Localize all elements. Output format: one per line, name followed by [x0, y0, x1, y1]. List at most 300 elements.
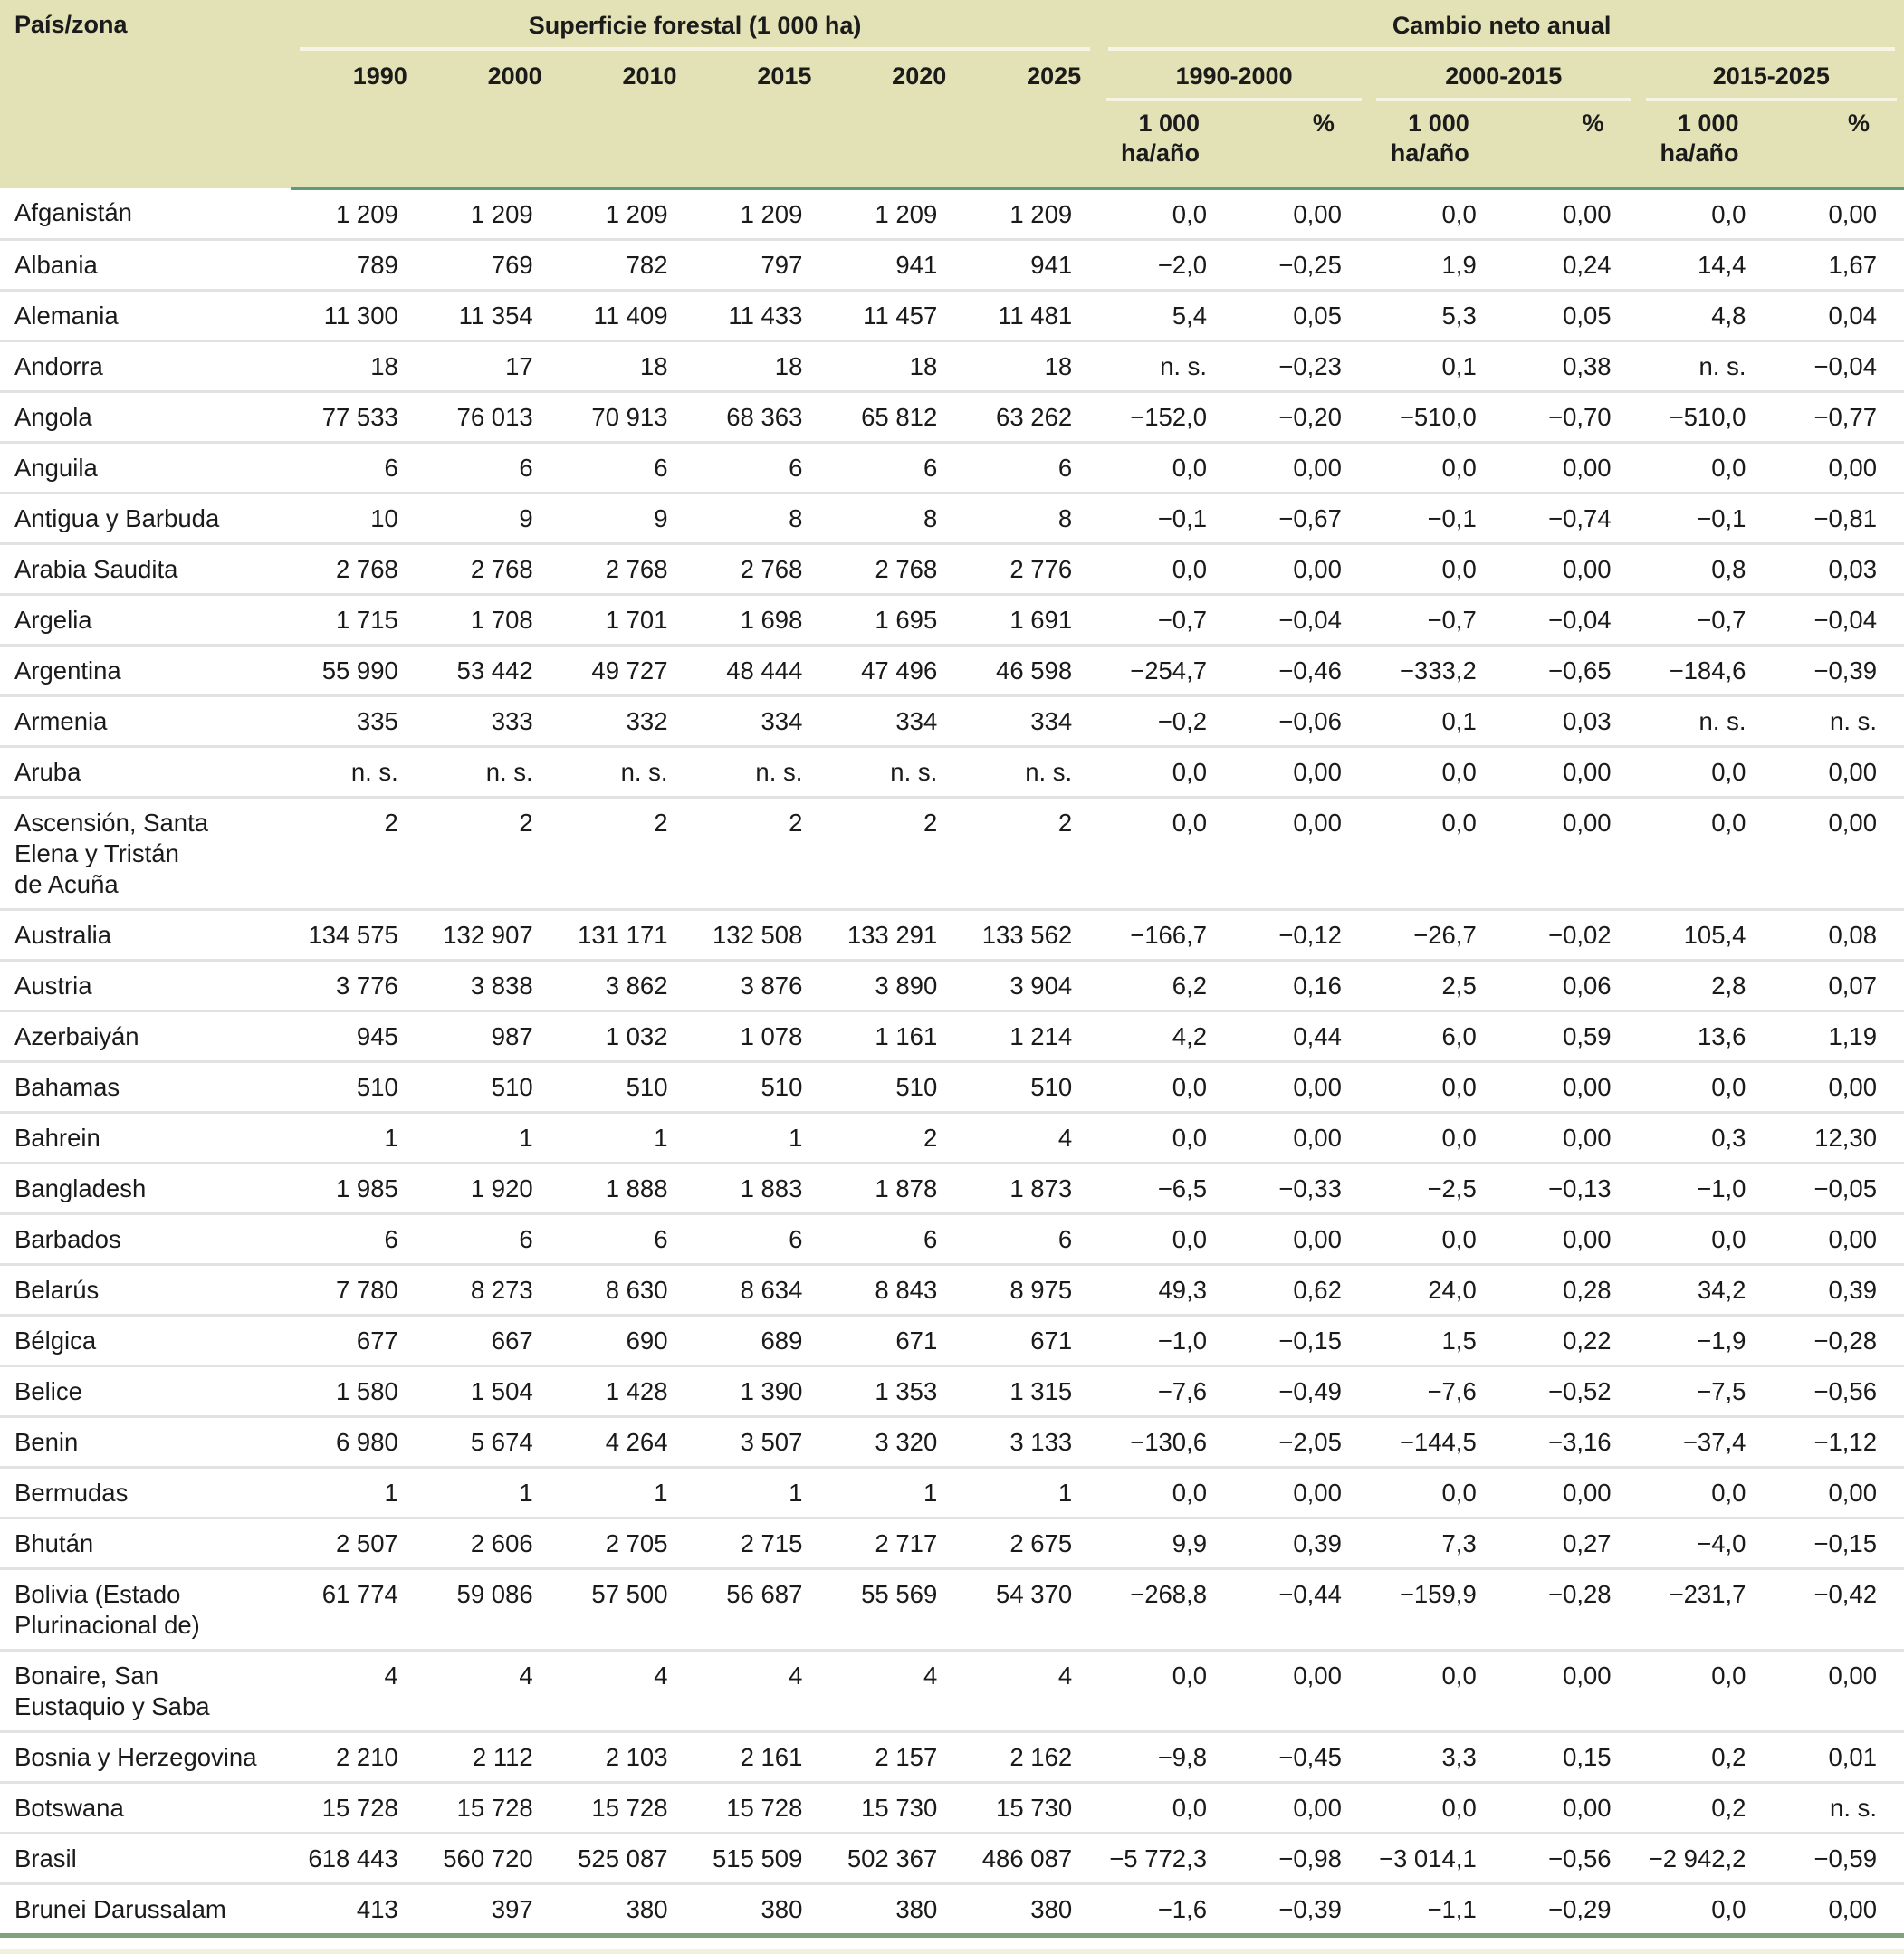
- forest-area-cell: [426, 1834, 560, 1884]
- cell-value: 18: [639, 352, 668, 380]
- forest-area-cell: [829, 1366, 964, 1417]
- cell-value: 0,00: [1563, 454, 1612, 482]
- net-change-ha-cell: [1369, 747, 1504, 798]
- country-name: [0, 392, 291, 443]
- cell-value: 380: [895, 1895, 938, 1923]
- net-change-pct-cell: [1504, 1011, 1639, 1062]
- cell-value: 2 715: [740, 1529, 803, 1557]
- country-name-text: Bahamas: [14, 1073, 120, 1101]
- forest-area-cell: [695, 443, 830, 493]
- header-unit-ha: [1639, 101, 1774, 188]
- cell-value: −159,9: [1399, 1580, 1477, 1608]
- country-name: [0, 1783, 291, 1834]
- forest-area-cell: [964, 1732, 1099, 1783]
- cell-value: −2,05: [1278, 1428, 1342, 1456]
- cell-value: 0,0: [1711, 1225, 1746, 1253]
- forest-area-cell: [560, 493, 695, 544]
- net-change-ha-cell: [1369, 798, 1504, 910]
- cell-value: −0,04: [1278, 606, 1342, 634]
- cell-value: 1 878: [875, 1174, 938, 1202]
- header-forest-area: [291, 0, 1099, 51]
- table-row: [0, 1417, 1904, 1468]
- cell-value: n. s.: [350, 758, 398, 786]
- forest-area-cell: [964, 1366, 1099, 1417]
- forest-area-cell: [291, 1783, 426, 1834]
- cell-value: 0,0: [1441, 1794, 1477, 1822]
- forest-area-cell: [695, 646, 830, 696]
- header-spacer: [291, 101, 1099, 188]
- cell-value: 0,59: [1563, 1022, 1612, 1050]
- cell-value: 0,00: [1293, 454, 1342, 482]
- country-name: [0, 798, 291, 910]
- net-change-pct-cell: [1504, 798, 1639, 910]
- forest-area-cell: [560, 1366, 695, 1417]
- net-change-ha-cell: [1099, 1316, 1234, 1366]
- forest-area-cell: [829, 1468, 964, 1518]
- cell-value: 2: [519, 809, 533, 837]
- net-change-pct-cell: [1773, 1884, 1904, 1936]
- cell-value: 3,3: [1441, 1743, 1477, 1771]
- header-year: 1990: [352, 62, 407, 90]
- forest-area-cell: [829, 1732, 964, 1783]
- cell-value: 1 209: [740, 200, 803, 228]
- unit-line: 1 000: [1138, 110, 1201, 137]
- net-change-ha-cell: [1639, 696, 1774, 747]
- country-name-text: Aruba: [14, 758, 81, 786]
- cell-value: 46 598: [996, 656, 1073, 685]
- cell-value: 1: [519, 1479, 533, 1507]
- forest-area-cell: [829, 1884, 964, 1936]
- header-unit-pct: %: [1773, 101, 1904, 188]
- net-change-pct-cell: [1773, 1417, 1904, 1468]
- forest-area-cell: [829, 493, 964, 544]
- net-change-pct-cell: [1773, 1569, 1904, 1651]
- cell-value: 7 780: [335, 1276, 398, 1304]
- cell-value: −4,0: [1697, 1529, 1746, 1557]
- cell-value: −0,12: [1278, 921, 1342, 949]
- forest-area-cell: [829, 1316, 964, 1366]
- cell-value: 380: [1030, 1895, 1073, 1923]
- unit-line: ha/año: [1121, 139, 1201, 167]
- cell-value: 0,00: [1828, 1479, 1877, 1507]
- cell-value: 2 112: [472, 1743, 533, 1771]
- net-change-ha-cell: [1639, 595, 1774, 646]
- country-name: [0, 1214, 291, 1265]
- forest-area-cell: [291, 341, 426, 392]
- forest-area-cell: [560, 392, 695, 443]
- cell-value: 0,00: [1293, 1073, 1342, 1101]
- cell-value: −1,0: [1697, 1174, 1746, 1202]
- cell-value: 677: [356, 1327, 398, 1355]
- country-name-text: Angola: [14, 403, 92, 431]
- cell-value: −26,7: [1413, 921, 1477, 949]
- forest-area-cell: [829, 1265, 964, 1316]
- forest-area-cell: [829, 696, 964, 747]
- net-change-pct-cell: [1773, 1214, 1904, 1265]
- cell-value: 0,1: [1441, 352, 1477, 380]
- net-change-ha-cell: [1099, 392, 1234, 443]
- cell-value: 2 776: [1009, 555, 1073, 583]
- table-row: [0, 961, 1904, 1011]
- cell-value: −166,7: [1130, 921, 1208, 949]
- cell-value: 56 687: [726, 1580, 803, 1608]
- cell-value: 1: [384, 1124, 398, 1152]
- cell-value: −0,74: [1548, 504, 1612, 532]
- header-year: 2025: [1027, 62, 1082, 90]
- forest-area-cell: [426, 1884, 560, 1936]
- cell-value: 502 367: [847, 1844, 938, 1873]
- cell-value: 945: [356, 1022, 398, 1050]
- forest-area-cell: [291, 1834, 426, 1884]
- forest-area-cell: [560, 1062, 695, 1113]
- forest-area-cell: [560, 1518, 695, 1569]
- forest-area-cell: [426, 392, 560, 443]
- header-unit-ha: [1099, 101, 1234, 188]
- cell-value: −0,04: [1548, 606, 1612, 634]
- net-change-pct-cell: [1504, 747, 1639, 798]
- cell-value: 49,3: [1158, 1276, 1208, 1304]
- forest-area-cell: [560, 961, 695, 1011]
- net-change-ha-cell: [1369, 1164, 1504, 1214]
- forest-area-cell: [560, 747, 695, 798]
- forest-area-cell: [829, 798, 964, 910]
- net-change-pct-cell: [1773, 1164, 1904, 1214]
- cell-value: 0,62: [1293, 1276, 1342, 1304]
- net-change-pct-cell: [1773, 1062, 1904, 1113]
- forest-area-cell: [426, 595, 560, 646]
- cell-value: 0,00: [1563, 555, 1612, 583]
- cell-value: 0,04: [1828, 302, 1877, 330]
- cell-value: 0,0: [1711, 1479, 1746, 1507]
- cell-value: −268,8: [1130, 1580, 1208, 1608]
- forest-area-cell: [695, 1417, 830, 1468]
- forest-area-cell: [829, 544, 964, 595]
- cell-value: 0,0: [1441, 454, 1477, 482]
- net-change-pct-cell: [1234, 1834, 1369, 1884]
- table-row: [0, 696, 1904, 747]
- forest-area-cell: [560, 1468, 695, 1518]
- cell-value: 332: [626, 707, 668, 735]
- forest-area-cell: [964, 747, 1099, 798]
- country-name: [0, 1518, 291, 1569]
- country-name: [0, 1265, 291, 1316]
- cell-value: 3 876: [740, 972, 803, 1000]
- forest-area-cell: [291, 188, 426, 240]
- forest-area-cell: [695, 1164, 830, 1214]
- cell-value: −0,1: [1697, 504, 1746, 532]
- cell-value: 1: [923, 1479, 938, 1507]
- cell-value: 0,00: [1828, 1662, 1877, 1690]
- cell-value: n. s.: [1698, 707, 1746, 735]
- country-name: [0, 1569, 291, 1651]
- forest-area-cell: [695, 493, 830, 544]
- forest-area-cell: [695, 1651, 830, 1732]
- forest-area-cell: [829, 1164, 964, 1214]
- net-change-ha-cell: [1639, 1783, 1774, 1834]
- cell-value: 6,2: [1172, 972, 1208, 1000]
- cell-value: 1 209: [470, 200, 533, 228]
- net-change-pct-cell: [1234, 1113, 1369, 1164]
- cell-value: −2 942,2: [1648, 1844, 1746, 1873]
- forest-area-cell: [695, 1366, 830, 1417]
- cell-value: 4: [384, 1662, 398, 1690]
- country-name-text: [14, 1570, 291, 1641]
- cell-value: 333: [491, 707, 533, 735]
- net-change-pct-cell: [1504, 1366, 1639, 1417]
- cell-value: −1,6: [1157, 1895, 1208, 1923]
- net-change-pct-cell: [1773, 1113, 1904, 1164]
- cell-value: 1: [384, 1479, 398, 1507]
- forest-area-cell: [426, 240, 560, 291]
- cell-value: 0,00: [1293, 1124, 1342, 1152]
- net-change-ha-cell: [1369, 240, 1504, 291]
- net-change-ha-cell: [1639, 1011, 1774, 1062]
- cell-value: 1 390: [740, 1377, 803, 1405]
- cell-value: −0,33: [1278, 1174, 1342, 1202]
- cell-value: 14,4: [1697, 251, 1746, 279]
- forest-area-cell: [426, 747, 560, 798]
- forest-area-cell: [829, 341, 964, 392]
- cell-value: −0,15: [1278, 1327, 1342, 1355]
- country-name-text: Brasil: [14, 1844, 77, 1873]
- net-change-pct-cell: [1773, 1316, 1904, 1366]
- header-country: País/zona: [14, 11, 128, 38]
- cell-value: 334: [895, 707, 938, 735]
- net-change-pct-cell: [1773, 493, 1904, 544]
- net-change-pct-cell: [1234, 1417, 1369, 1468]
- cell-value: n. s.: [485, 758, 533, 786]
- country-name-text: Anguila: [14, 454, 98, 482]
- forest-area-cell: [291, 1164, 426, 1214]
- cell-value: −1,9: [1697, 1327, 1746, 1355]
- forest-area-cell: [829, 910, 964, 961]
- forest-area-cell: [426, 696, 560, 747]
- table-row: [0, 1884, 1904, 1936]
- forest-area-cell: [829, 443, 964, 493]
- header-unit-ha: [1369, 101, 1504, 188]
- net-change-ha-cell: [1099, 747, 1234, 798]
- cell-value: 0,08: [1828, 921, 1877, 949]
- net-change-ha-cell: [1369, 1884, 1504, 1936]
- forest-area-cell: [426, 1417, 560, 1468]
- forest-area-cell: [964, 544, 1099, 595]
- table-header: [0, 0, 1904, 188]
- forest-area-cell: [829, 1113, 964, 1164]
- forest-area-cell: [291, 1265, 426, 1316]
- header-period-label: 1990-2000: [1175, 62, 1293, 90]
- forest-area-cell: [426, 291, 560, 341]
- forest-area-cell: [964, 1834, 1099, 1884]
- cell-value: 0,0: [1711, 1662, 1746, 1690]
- net-change-ha-cell: [1639, 392, 1774, 443]
- cell-value: 3 862: [605, 972, 668, 1000]
- forest-area-cell: [560, 696, 695, 747]
- country-name: [0, 1062, 291, 1113]
- forest-area-cell: [695, 1011, 830, 1062]
- forest-area-cell: [695, 1518, 830, 1569]
- forest-area-cell: [426, 443, 560, 493]
- forest-area-cell: [964, 1011, 1099, 1062]
- forest-area-cell: [426, 1214, 560, 1265]
- forest-area-cell: [291, 1468, 426, 1518]
- cell-value: 134 575: [308, 921, 398, 949]
- cell-value: 782: [626, 251, 668, 279]
- cell-value: 0,0: [1441, 1225, 1477, 1253]
- forest-area-cell: [426, 1316, 560, 1366]
- forest-area-cell: [426, 1468, 560, 1518]
- net-change-pct-cell: [1504, 341, 1639, 392]
- forest-area-cell: [560, 595, 695, 646]
- cell-value: 0,0: [1441, 1073, 1477, 1101]
- forest-area-cell: [291, 1011, 426, 1062]
- cell-value: 11 300: [323, 302, 398, 330]
- net-change-pct-cell: [1234, 1011, 1369, 1062]
- cell-value: 4: [789, 1662, 803, 1690]
- cell-value: 2: [1057, 809, 1073, 837]
- cell-value: 0,0: [1172, 1124, 1208, 1152]
- cell-value: 0,0: [1711, 758, 1746, 786]
- net-change-pct-cell: [1234, 443, 1369, 493]
- forest-area-cell: [291, 291, 426, 341]
- cell-value: 6,0: [1441, 1022, 1477, 1050]
- cell-value: 1 920: [470, 1174, 533, 1202]
- net-change-pct-cell: [1504, 1265, 1639, 1316]
- country-name: [0, 493, 291, 544]
- net-change-pct-cell: [1234, 1569, 1369, 1651]
- forest-area-cell: [560, 1113, 695, 1164]
- cell-value: −0,65: [1548, 656, 1612, 685]
- forest-area-cell: [695, 747, 830, 798]
- forest-area-cell: [291, 1366, 426, 1417]
- cell-value: 1,67: [1828, 251, 1877, 279]
- header-unit-pct: %: [1504, 101, 1639, 188]
- cell-value: 9: [654, 504, 668, 532]
- forest-area-cell: [695, 798, 830, 910]
- forest-area-cell: [291, 1316, 426, 1366]
- header-rule: [1646, 98, 1897, 101]
- cell-value: 6: [654, 1225, 668, 1253]
- header-rule: [300, 47, 1090, 51]
- country-name: [0, 1834, 291, 1884]
- cell-value: 0,0: [1172, 758, 1208, 786]
- cell-value: 18: [774, 352, 803, 380]
- country-name: [0, 1468, 291, 1518]
- net-change-pct-cell: [1773, 1468, 1904, 1518]
- forest-area-cell: [426, 961, 560, 1011]
- cell-value: 1 873: [1009, 1174, 1073, 1202]
- net-change-pct-cell: [1504, 1884, 1639, 1936]
- country-name: [0, 443, 291, 493]
- cell-value: 8: [923, 504, 938, 532]
- net-change-pct-cell: [1504, 188, 1639, 240]
- cell-value: 0,00: [1563, 1124, 1612, 1152]
- net-change-pct-cell: [1504, 493, 1639, 544]
- cell-value: 0,00: [1563, 758, 1612, 786]
- forest-area-cell: [964, 1164, 1099, 1214]
- cell-value: −0,56: [1813, 1377, 1877, 1405]
- forest-area-cell: [964, 961, 1099, 1011]
- cell-value: −184,6: [1669, 656, 1746, 685]
- cell-value: −1,0: [1157, 1327, 1208, 1355]
- forest-area-cell: [695, 1884, 830, 1936]
- forest-area-cell: [695, 696, 830, 747]
- forest-area-cell: [560, 1011, 695, 1062]
- cell-value: −0,44: [1278, 1580, 1342, 1608]
- cell-value: −0,42: [1813, 1580, 1877, 1608]
- cell-value: 0,00: [1828, 1073, 1877, 1101]
- cell-value: 1 209: [1009, 200, 1073, 228]
- forest-area-cell: [291, 696, 426, 747]
- forest-area-cell: [426, 646, 560, 696]
- cell-value: 769: [491, 251, 533, 279]
- country-name-text: Bosnia y Herzegovina: [14, 1743, 257, 1771]
- cell-value: 0,0: [1711, 1895, 1746, 1923]
- net-change-ha-cell: [1099, 1164, 1234, 1214]
- cell-value: 0,00: [1828, 809, 1877, 837]
- cell-value: 0,05: [1293, 302, 1342, 330]
- cell-value: 1 161: [875, 1022, 938, 1050]
- cell-value: 941: [895, 251, 938, 279]
- cell-value: 671: [1030, 1327, 1073, 1355]
- country-name: [0, 646, 291, 696]
- net-change-ha-cell: [1099, 1732, 1234, 1783]
- cell-value: 0,0: [1172, 1479, 1208, 1507]
- net-change-ha-cell: [1369, 1732, 1504, 1783]
- country-name-text: Australia: [14, 921, 111, 949]
- cell-value: 0,00: [1563, 1662, 1612, 1690]
- cell-value: 1 698: [740, 606, 803, 634]
- net-change-pct-cell: [1773, 747, 1904, 798]
- net-change-ha-cell: [1639, 1732, 1774, 1783]
- country-name-text: [14, 1652, 291, 1722]
- country-name-text: Antigua y Barbuda: [14, 504, 220, 532]
- cell-value: 0,0: [1711, 200, 1746, 228]
- forest-area-cell: [695, 341, 830, 392]
- net-change-ha-cell: [1639, 341, 1774, 392]
- net-change-pct-cell: [1234, 240, 1369, 291]
- net-change-pct-cell: [1234, 595, 1369, 646]
- cell-value: 15 728: [456, 1794, 533, 1822]
- cell-value: 11 457: [863, 302, 938, 330]
- cell-value: 4,2: [1172, 1022, 1208, 1050]
- forest-area-cell: [964, 1316, 1099, 1366]
- cell-value: 6: [384, 454, 398, 482]
- cell-value: 8: [789, 504, 803, 532]
- forest-area-cell: [829, 1651, 964, 1732]
- net-change-ha-cell: [1369, 646, 1504, 696]
- cell-value: 2 606: [470, 1529, 533, 1557]
- net-change-pct-cell: [1234, 341, 1369, 392]
- net-change-ha-cell: [1369, 1011, 1504, 1062]
- cell-value: n. s.: [755, 758, 803, 786]
- cell-value: 55 990: [321, 656, 398, 685]
- cell-value: 1 078: [740, 1022, 803, 1050]
- country-name-text: Azerbaiyán: [14, 1022, 139, 1050]
- net-change-pct-cell: [1773, 443, 1904, 493]
- country-name: [0, 341, 291, 392]
- cell-value: 0,05: [1563, 302, 1612, 330]
- forest-area-cell: [291, 392, 426, 443]
- cell-value: 0,0: [1441, 809, 1477, 837]
- forest-area-cell: [291, 1214, 426, 1265]
- net-change-pct-cell: [1504, 544, 1639, 595]
- cell-value: 5 674: [470, 1428, 533, 1456]
- cell-value: 2 768: [740, 555, 803, 583]
- forest-area-cell: [560, 1417, 695, 1468]
- cell-value: 0,0: [1711, 454, 1746, 482]
- table-row: [0, 1316, 1904, 1366]
- cell-value: 1: [789, 1124, 803, 1152]
